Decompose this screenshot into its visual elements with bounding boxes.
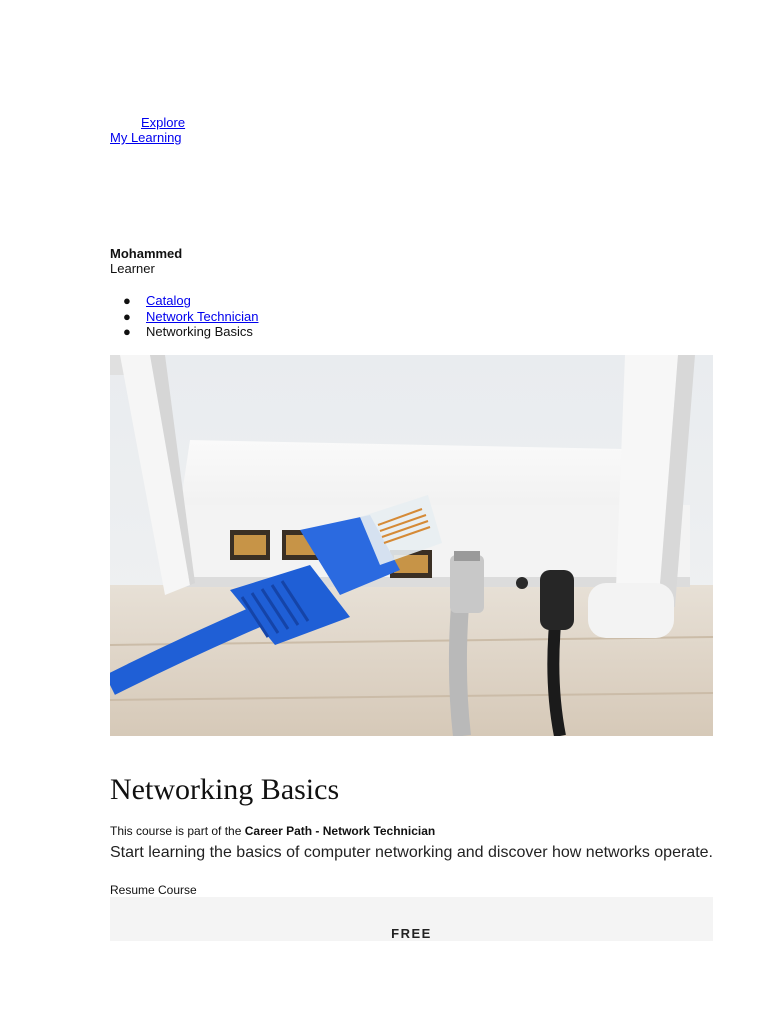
- course-description: Start learning the basics of computer networking and discover how networks operate.: [110, 844, 713, 861]
- user-role: Learner: [110, 261, 155, 276]
- router-cable-illustration: [110, 355, 713, 736]
- course-title: Networking Basics: [110, 773, 340, 806]
- breadcrumb-item-network-technician: [110, 309, 258, 325]
- user-name: Mohammed: [110, 246, 183, 261]
- career-path-name: Career Path - Network Technician: [244, 824, 436, 838]
- breadcrumb-link-catalog[interactable]: Catalog: [146, 293, 191, 308]
- bullet-icon: ●: [123, 293, 131, 308]
- breadcrumb: [110, 293, 258, 340]
- main-nav: [110, 115, 310, 145]
- breadcrumb-item-current: [110, 324, 258, 340]
- resume-course-button[interactable]: Resume Course: [110, 883, 197, 897]
- career-path-prefix: This course is part of the: [110, 824, 245, 838]
- career-path-note: [110, 824, 435, 838]
- bullet-icon: ●: [123, 324, 131, 339]
- breadcrumb-current-label: Networking Basics: [146, 324, 253, 339]
- price-box: [110, 897, 713, 941]
- course-hero-image: [110, 355, 713, 736]
- user-info: [110, 246, 182, 276]
- bullet-icon: ●: [123, 308, 131, 324]
- breadcrumb-item-catalog: [110, 293, 258, 309]
- nav-my-learning-link[interactable]: My Learning: [110, 130, 182, 145]
- breadcrumb-link-network-technician[interactable]: Network Technician: [146, 308, 259, 324]
- price-label: FREE: [391, 926, 432, 941]
- nav-explore-link[interactable]: Explore: [141, 115, 186, 130]
